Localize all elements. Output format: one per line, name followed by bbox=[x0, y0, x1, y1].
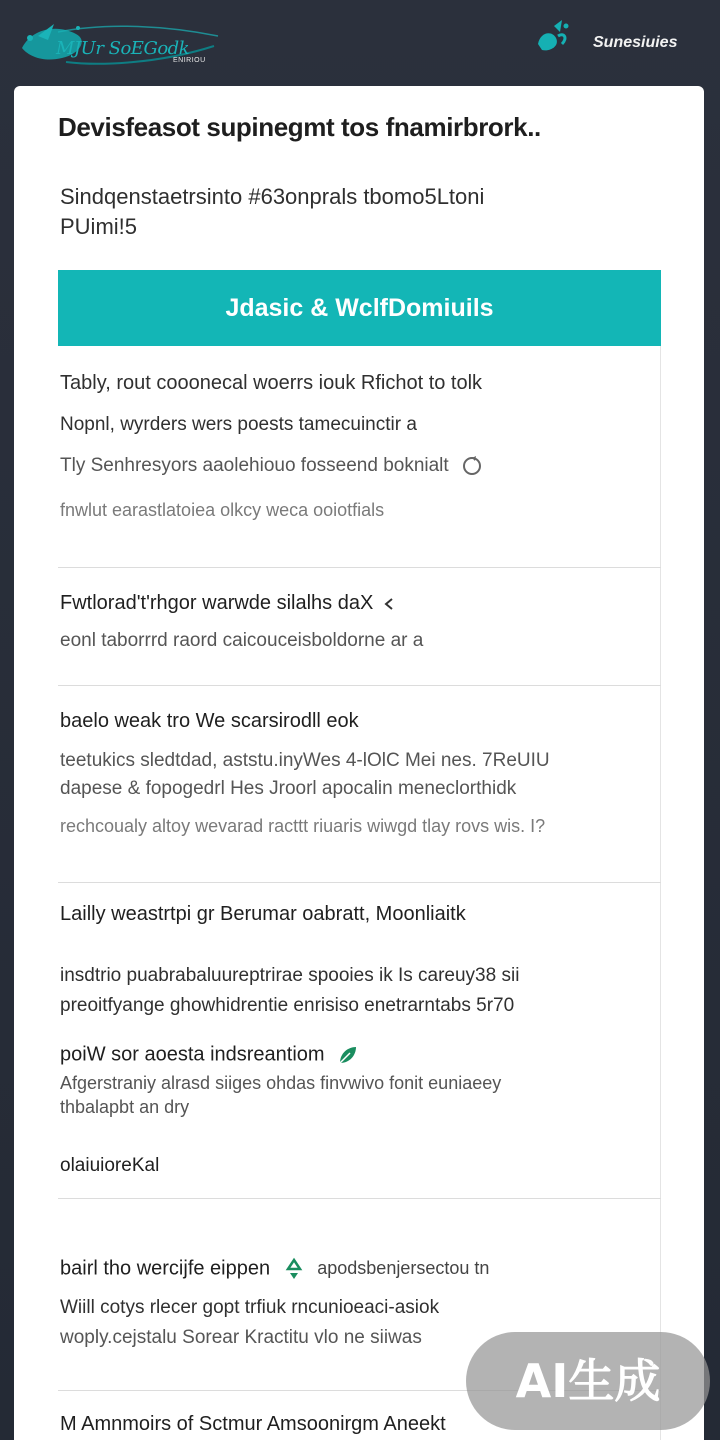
top-bar bbox=[0, 0, 720, 86]
ai-generated-watermark: AI生成 bbox=[466, 1332, 710, 1430]
list-item[interactable] bbox=[58, 568, 661, 686]
header-link[interactable]: Sunesiuies bbox=[593, 34, 678, 51]
splash-icon[interactable] bbox=[532, 18, 572, 58]
list-item-subtitle-text: poiW sor aoesta indsreantiom bbox=[60, 1043, 325, 1066]
list-item-text: Wiill cotys rlecer gopt trfiuk rncunioeaci-asiok bbox=[60, 1297, 440, 1318]
list-item-text: thbalapbt an dry bbox=[60, 1097, 190, 1117]
list-item-footer: olaiuioreKal bbox=[60, 1155, 160, 1176]
recycle-icon bbox=[282, 1257, 306, 1281]
list-item-title-text: bairl tho wercijfe eippen bbox=[60, 1257, 271, 1280]
chevron-left-icon bbox=[383, 597, 395, 611]
rotate-icon bbox=[460, 454, 484, 478]
list-item-title: Lailly weastrtpi gr Berumar oabratt, Moonliaitk bbox=[60, 903, 466, 925]
list-item-text: woply.cejstalu Sorear Kractitu vlo ne siiwas bbox=[60, 1327, 422, 1348]
list-item-text: insdtrio puabrabaluureptrirae spooies ik Is careuy38 sii bbox=[60, 965, 520, 986]
subtitle-line: Sindqenstaetrsinto #63onprals tbomo5Ltoni bbox=[60, 184, 485, 209]
list-item-text: dapese & fopogedrl Hes Jroorl apocalin meneclorthidk bbox=[60, 778, 517, 799]
list-item-title-suffix: apodsbenjersectou tn bbox=[317, 1258, 490, 1279]
brand-logo[interactable] bbox=[18, 18, 228, 72]
list-item-title bbox=[60, 592, 395, 615]
list-item-text: fnwlut earastlatoiea olkcy weca ooiotfials bbox=[60, 500, 385, 520]
list-item-text: preoitfyange ghowhidrentie enrisiso enetrarntabs 5r70 bbox=[60, 995, 515, 1016]
page-subtitle bbox=[60, 182, 650, 242]
list-item[interactable] bbox=[58, 686, 661, 883]
list-item-title: M Amnmoirs of Sctmur Amsoonirgm Aneekt bbox=[60, 1413, 446, 1435]
subtitle-line: PUimi!5 bbox=[60, 214, 138, 239]
list-item-text: Tably, rout cooonecal woerrs iouk Rfichot to tolk bbox=[60, 372, 483, 394]
list-item-text: eonl taborrrd raord caicouceisboldorne ar a bbox=[60, 630, 424, 651]
list-item-title: baelo weak tro We scarsirodll eok bbox=[60, 710, 359, 732]
list-item-title-text: Fwtlorad't'rhgor warwde silalhs daX bbox=[60, 592, 374, 614]
list-item[interactable] bbox=[58, 883, 661, 1199]
list-item-text: Nopnl, wyrders wers poests tamecuinctir a bbox=[60, 414, 417, 435]
list-item-title bbox=[60, 1257, 489, 1281]
list-item[interactable] bbox=[58, 346, 661, 568]
brand-tagline: ENIRIOU bbox=[173, 57, 206, 64]
list-item-text bbox=[60, 454, 484, 478]
brand-name: MJUr SoEGodk bbox=[56, 38, 190, 59]
list-item-text: rechcoualy altoy wevarad racttt riuaris wiwgd tlay rovs wis. I? bbox=[60, 816, 546, 836]
page-title: Devisfeasot supinegmt tos fnamirbrork.. bbox=[58, 112, 541, 142]
leaf-icon bbox=[336, 1043, 360, 1067]
list-item-text: Afgerstraniy alrasd siiges ohdas finvwivo fonit euniaeey bbox=[60, 1073, 502, 1093]
list-item-text: teetukics sledtdad, aststu.inyWes 4-lOlC Mei nes. 7ReUIU bbox=[60, 750, 550, 771]
list-item-subtitle bbox=[60, 1043, 360, 1067]
primary-cta-button[interactable]: Jdasic & WclfDomiuils bbox=[58, 270, 661, 346]
list-item-text-segment: Tly Senhresyors aaolehiouo fosseend boknialt bbox=[60, 455, 449, 477]
content-card bbox=[14, 86, 704, 1440]
